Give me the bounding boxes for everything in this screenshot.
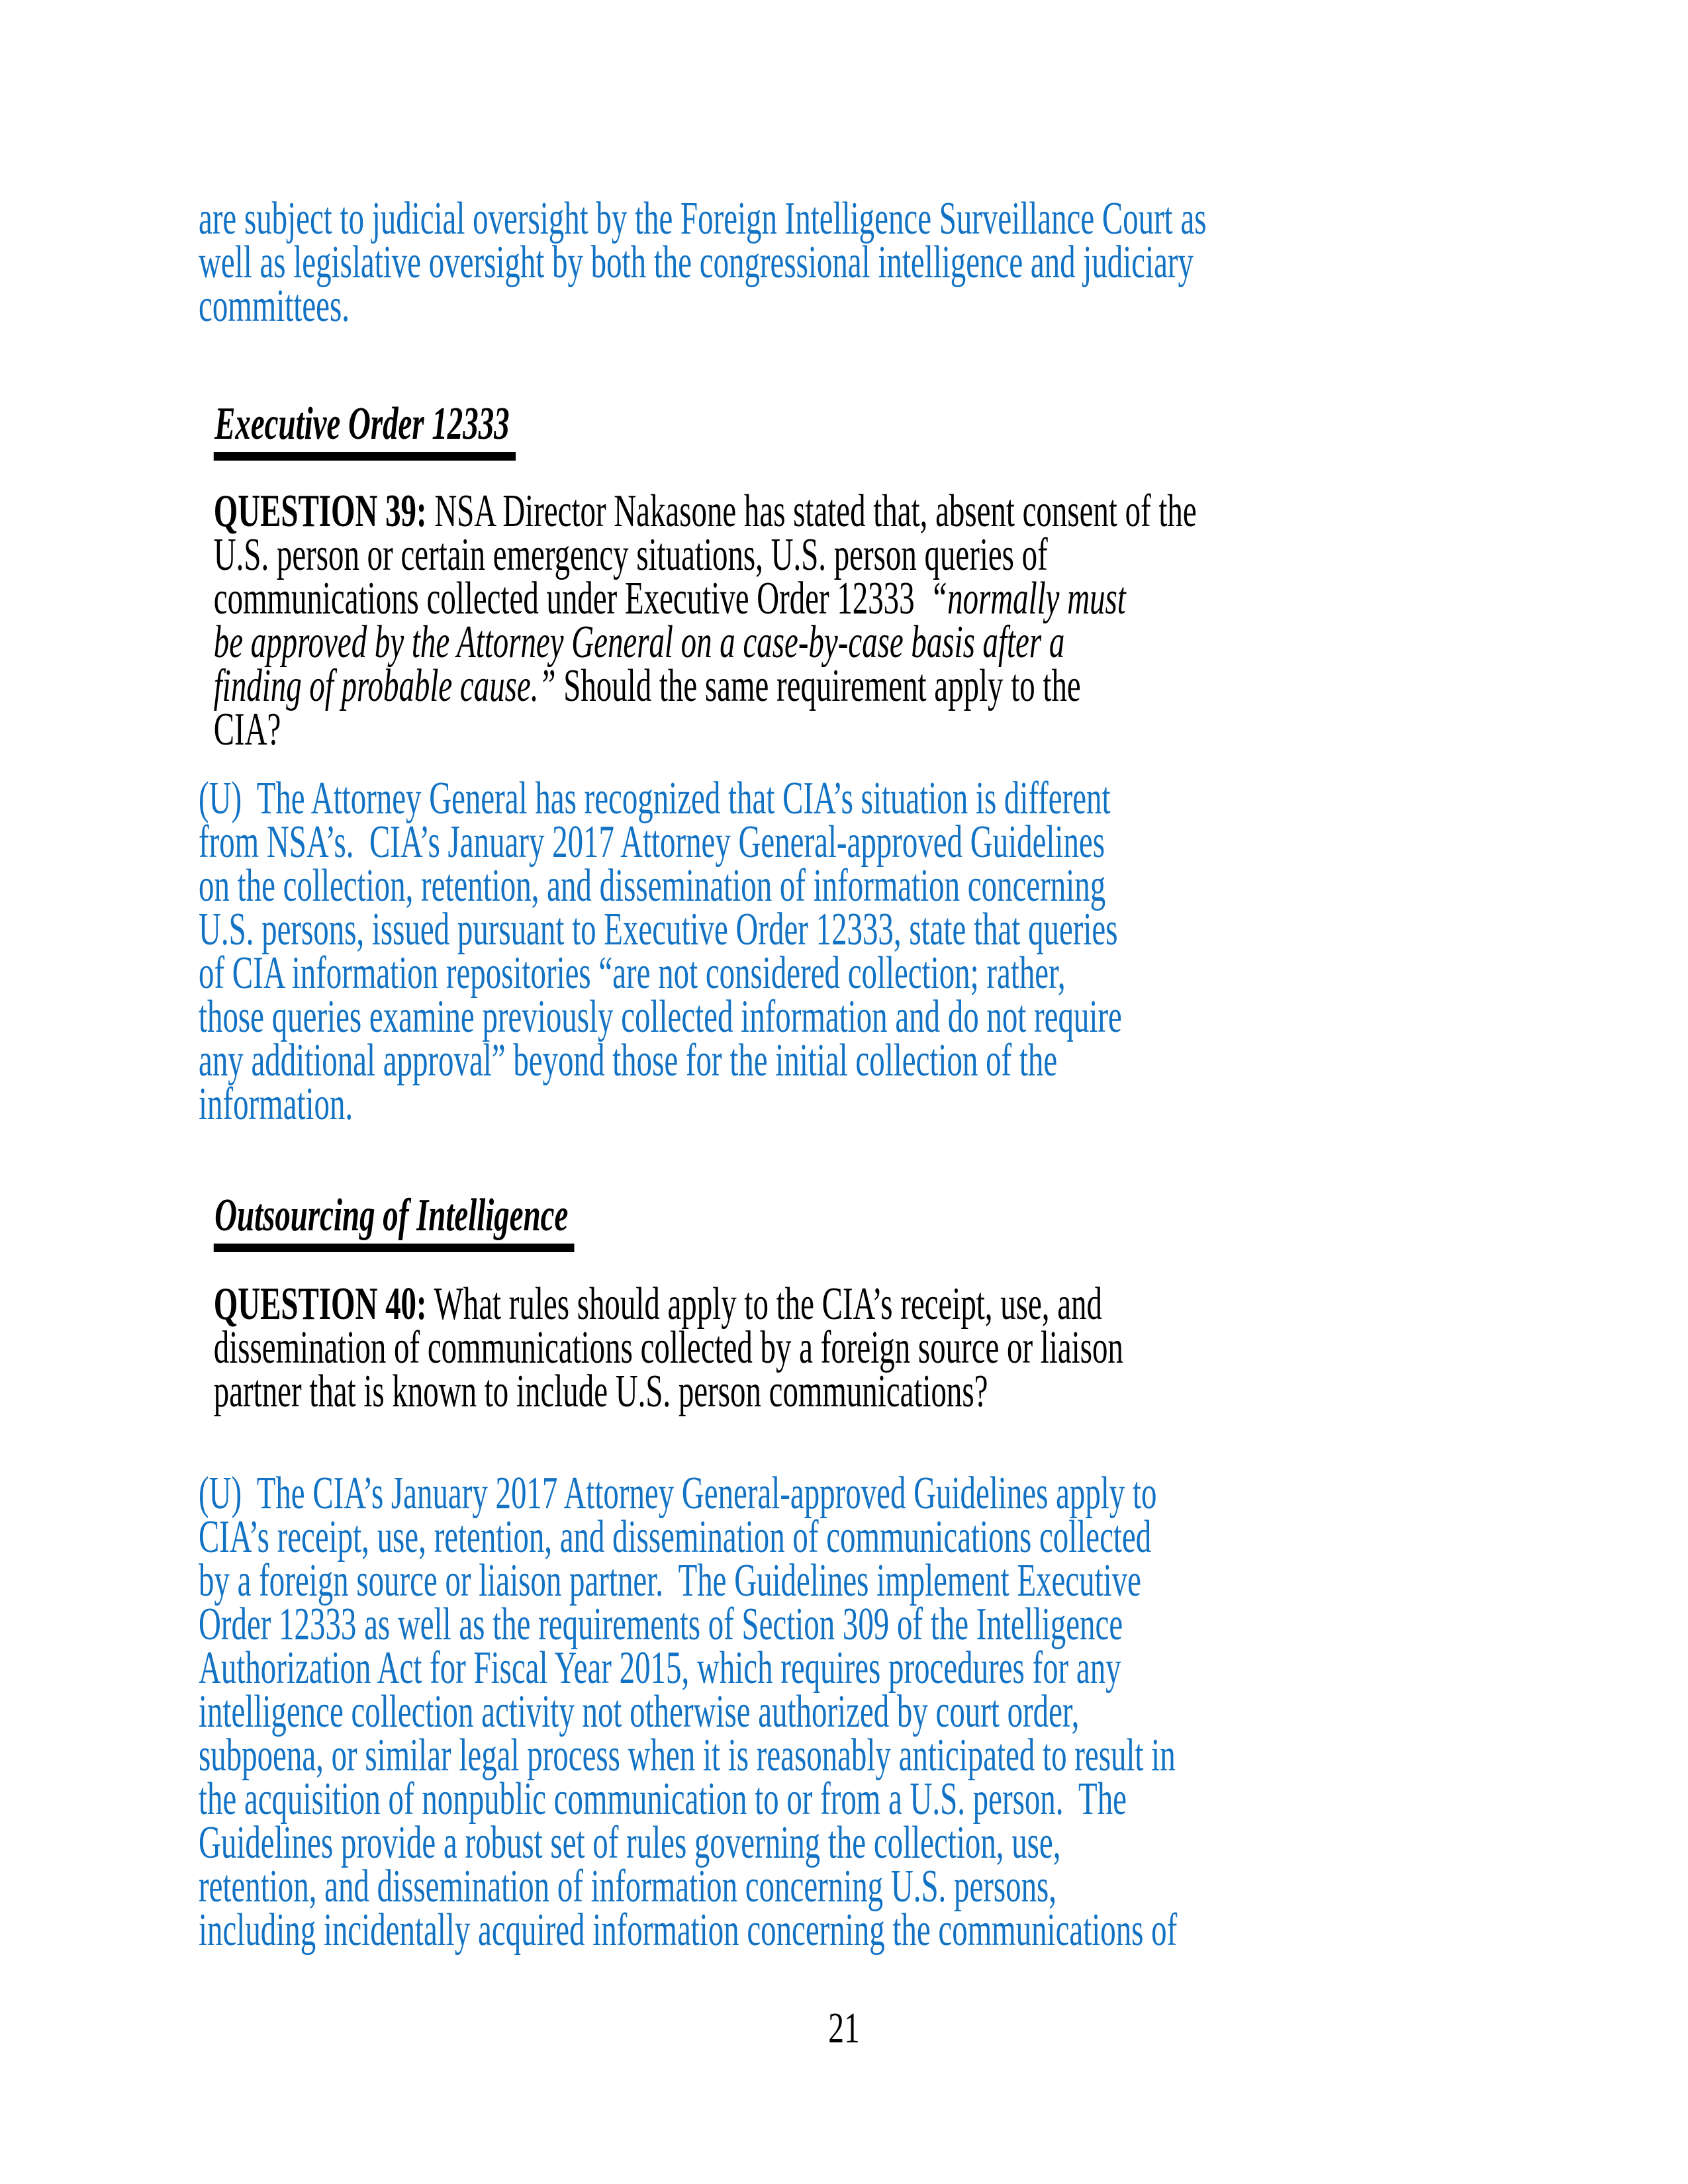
question-39-text: communications collected under Executive Order 12333 [213,573,931,624]
question-39-text: Should the same requirement apply to the [555,660,1081,711]
page-number: 21 [828,2004,860,2052]
section-heading-outsourcing-of-intelligence [199,1190,1640,1252]
text-line: CIA? [213,704,281,755]
text-line: (U) The CIA’s January 2017 Attorney General-approved Guidelines apply to [199,1468,1157,1519]
page-footer [0,2004,1688,2052]
text-line: Guidelines provide a robust set of rules governing the collection, use, [199,1817,1061,1868]
question-39-text: NSA Director Nakasone has stated that, absent consent of the [426,486,1197,537]
text-line: partner that is known to include U.S. person communications? [213,1366,988,1417]
text-line [213,1279,1640,1330]
quoted-italic-line: be approved by the Attorney General on a case-by-case basis after a [213,617,1065,668]
text-line: Order 12333 as well as the requirements of Section 309 of the Intelligence [199,1599,1123,1650]
text-line: subpoena, or similar legal process when it is reasonably anticipated to result in [199,1730,1176,1781]
section-heading-executive-order-12333 [199,398,1640,461]
quoted-italic-text: “normally must [930,573,1126,624]
text-line: including incidentally acquired information concerning the communications of [199,1905,1178,1956]
document-body [199,193,1640,1956]
text-line: of CIA information repositories “are not considered collection; rather, [199,948,1066,999]
text-line: the acquisition of nonpublic communication to or from a U.S. person. The [199,1774,1127,1825]
question-40-text: What rules should apply to the CIA’s receipt, use, and [426,1279,1102,1330]
question-40-paragraph [199,1279,1640,1417]
question-39-label: QUESTION 39: [213,486,427,537]
text-line: (U) The Attorney General has recognized that CIA’s situation is different [199,773,1111,824]
text-line: well as legislative oversight by both the congressional intelligence and judiciary [199,237,1194,288]
question-40-label: QUESTION 40: [213,1279,427,1330]
text-line: information. [199,1079,353,1130]
answer-40-paragraph [199,1468,1640,1956]
text-line: are subject to judicial oversight by the Foreign Intelligence Surveillance Court as [199,193,1207,244]
question-39-paragraph [199,486,1640,755]
text-line: on the collection, retention, and dissemination of information concerning [199,860,1106,911]
text-line: by a foreign source or liaison partner. The Guidelines implement Executive [199,1555,1141,1606]
text-line: Authorization Act for Fiscal Year 2015, which requires procedures for any [199,1643,1121,1694]
text-line [213,573,1640,624]
section-heading-text: Outsourcing of Intelligence [214,1193,575,1252]
intro-paragraph [199,193,1640,332]
answer-39-paragraph [199,773,1640,1130]
text-line [213,486,1640,537]
text-line: dissemination of communications collected by a foreign source or liaison [213,1322,1123,1373]
quoted-italic-text: finding of probable cause.” [213,660,556,711]
text-line: those queries examine previously collected information and do not require [199,991,1122,1042]
text-line: committees. [199,281,350,332]
text-line: retention, and dissemination of information concerning U.S. persons, [199,1861,1057,1912]
text-line: intelligence collection activity not otherwise authorized by court order, [199,1686,1080,1737]
text-line: U.S. persons, issued pursuant to Executive Order 12333, state that queries [199,904,1118,955]
section-heading-text: Executive Order 12333 [214,401,516,461]
text-line: U.S. person or certain emergency situations, U.S. person queries of [213,529,1048,580]
text-line: any additional approval” beyond those for the initial collection of the [199,1035,1058,1086]
text-line: from NSA’s. CIA’s January 2017 Attorney General-approved Guidelines [199,817,1105,868]
text-line: CIA’s receipt, use, retention, and dissemination of communications collected [199,1512,1152,1563]
text-line [213,660,1640,711]
